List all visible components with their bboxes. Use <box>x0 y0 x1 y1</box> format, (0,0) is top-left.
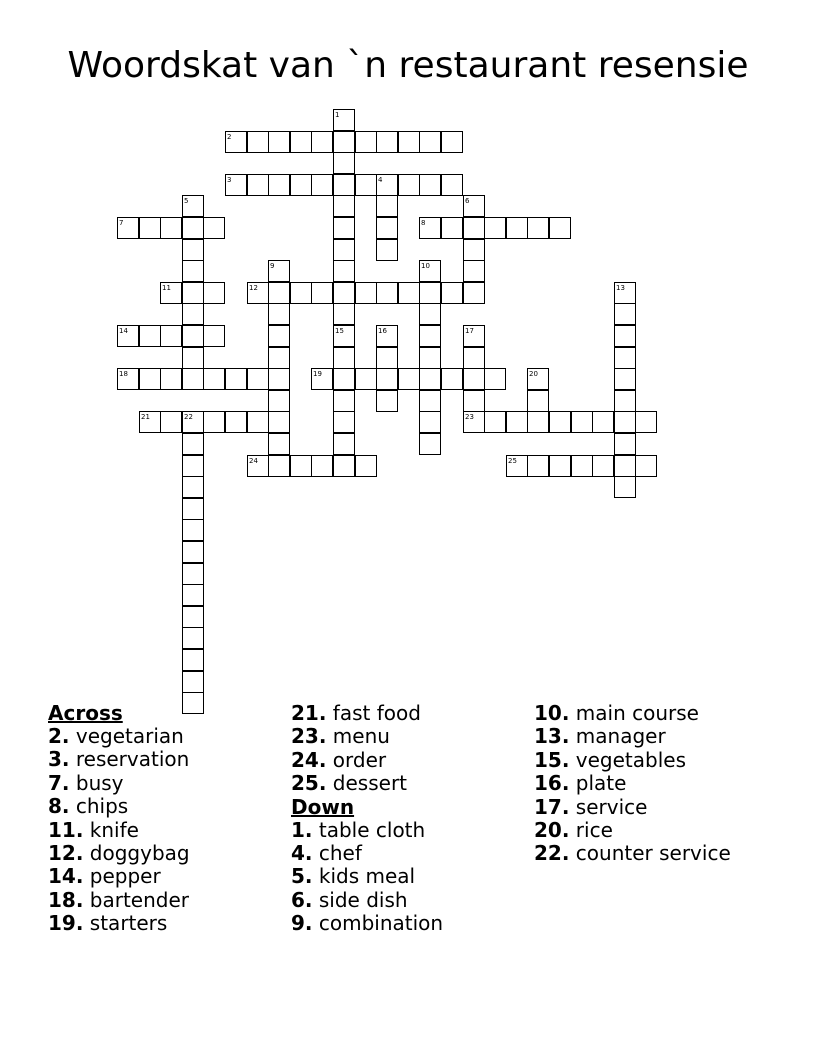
grid-cell[interactable] <box>549 455 571 477</box>
clue-item-number: 19. <box>48 911 84 936</box>
clue-number: 15 <box>335 327 344 335</box>
grid-cell[interactable] <box>203 325 225 347</box>
clue-item-text: side dish <box>312 887 408 912</box>
clue-item <box>48 819 308 842</box>
across-heading: Across <box>48 701 123 725</box>
grid-cell[interactable] <box>290 131 312 153</box>
clue-item <box>534 772 794 795</box>
clue-item <box>48 795 308 818</box>
clue-item <box>48 842 308 865</box>
grid-cell[interactable] <box>333 239 355 261</box>
clues-column-3 <box>534 702 794 866</box>
grid-cell[interactable] <box>139 368 161 390</box>
down-clue-list <box>291 819 551 936</box>
grid-cell[interactable] <box>376 131 398 153</box>
grid-cell[interactable] <box>333 174 355 196</box>
clue-item-number: 20. <box>534 818 570 843</box>
grid-cell[interactable] <box>182 671 204 693</box>
clue-item <box>534 819 794 842</box>
grid-cell[interactable] <box>419 368 441 390</box>
clue-item-text: order <box>326 747 387 772</box>
grid-cell[interactable] <box>333 109 355 131</box>
grid-cell[interactable] <box>527 368 549 390</box>
grid-cell[interactable] <box>376 217 398 239</box>
grid-cell[interactable] <box>527 411 549 433</box>
clue-item-text: table cloth <box>312 817 426 842</box>
grid-cell[interactable] <box>441 217 463 239</box>
grid-cell[interactable] <box>376 195 398 217</box>
grid-cell[interactable] <box>527 217 549 239</box>
clue-item-number: 18. <box>48 887 84 912</box>
grid-cell[interactable] <box>160 217 182 239</box>
grid-cell[interactable] <box>182 649 204 671</box>
grid-cell[interactable] <box>268 411 290 433</box>
clue-item <box>291 842 551 865</box>
grid-cell[interactable] <box>290 174 312 196</box>
grid-cell[interactable] <box>463 368 485 390</box>
grid-cell[interactable] <box>117 368 139 390</box>
grid-cell[interactable] <box>506 411 528 433</box>
clue-item-text: chef <box>312 841 362 866</box>
clue-item <box>534 749 794 772</box>
grid-cell[interactable] <box>225 368 247 390</box>
clue-item <box>534 702 794 725</box>
clue-item <box>48 865 308 888</box>
clue-item <box>534 842 794 865</box>
clue-item-text: manager <box>569 724 666 749</box>
grid-cell[interactable] <box>419 303 441 325</box>
grid-cell[interactable] <box>506 455 528 477</box>
clue-item-text: service <box>569 794 648 819</box>
clue-item-number: 7. <box>48 770 70 795</box>
grid-cell[interactable] <box>376 174 398 196</box>
clue-item-number: 10. <box>534 701 570 725</box>
grid-cell[interactable] <box>441 368 463 390</box>
grid-cell[interactable] <box>419 131 441 153</box>
grid-cell[interactable] <box>182 455 204 477</box>
clue-item-text: rice <box>569 818 613 843</box>
grid-cell[interactable] <box>463 282 485 304</box>
grid-cell[interactable] <box>160 325 182 347</box>
clue-item <box>291 772 551 795</box>
clue-number: 9 <box>270 262 275 270</box>
clue-item-text: dessert <box>326 771 408 796</box>
clue-item-text: kids meal <box>312 864 416 889</box>
grid-cell[interactable] <box>463 239 485 261</box>
clue-item-text: vegetarian <box>69 724 184 748</box>
clue-item-text: starters <box>83 911 168 936</box>
clue-item-text: chips <box>69 794 129 819</box>
grid-cell[interactable] <box>484 217 506 239</box>
clue-item-number: 16. <box>534 771 570 796</box>
grid-cell[interactable] <box>311 282 333 304</box>
clue-item-text: plate <box>569 771 627 796</box>
across-clue-list-continued <box>291 702 551 796</box>
clue-number: 12 <box>249 284 258 292</box>
grid-cell[interactable] <box>203 282 225 304</box>
grid-cell[interactable] <box>614 282 636 304</box>
clue-item-number: 23. <box>291 724 327 749</box>
clue-item-text: vegetables <box>569 747 687 772</box>
grid-cell[interactable] <box>463 217 485 239</box>
down-clue-list-continued <box>534 702 794 866</box>
down-heading: Down <box>291 794 355 819</box>
grid-cell[interactable] <box>247 368 269 390</box>
grid-cell[interactable] <box>484 368 506 390</box>
grid-cell[interactable] <box>182 239 204 261</box>
grid-cell[interactable] <box>139 217 161 239</box>
grid-cell[interactable] <box>333 390 355 412</box>
across-clue-list <box>48 725 308 936</box>
grid-cell[interactable] <box>614 433 636 455</box>
clue-number: 17 <box>465 327 474 335</box>
grid-cell[interactable] <box>182 498 204 520</box>
grid-cell[interactable] <box>398 282 420 304</box>
grid-cell[interactable] <box>160 282 182 304</box>
clue-number: 4 <box>378 176 383 184</box>
grid-cell[interactable] <box>268 325 290 347</box>
grid-cell[interactable] <box>182 282 204 304</box>
grid-cell[interactable] <box>463 325 485 347</box>
grid-cell[interactable] <box>398 368 420 390</box>
grid-cell[interactable] <box>355 282 377 304</box>
grid-cell[interactable] <box>441 174 463 196</box>
grid-cell[interactable] <box>419 174 441 196</box>
grid-cell[interactable] <box>311 174 333 196</box>
clue-item <box>48 912 308 935</box>
clue-item-number: 1. <box>291 817 313 842</box>
clue-item-text: bartender <box>83 887 190 912</box>
clue-item-text: reservation <box>69 747 190 772</box>
grid-cell[interactable] <box>635 455 657 477</box>
grid-cell[interactable] <box>398 131 420 153</box>
grid-cell[interactable] <box>376 390 398 412</box>
clue-number: 25 <box>508 457 517 465</box>
grid-cell[interactable] <box>419 433 441 455</box>
grid-cell[interactable] <box>614 303 636 325</box>
clue-item-number: 4. <box>291 841 313 866</box>
grid-cell[interactable] <box>225 174 247 196</box>
grid-cell[interactable] <box>506 217 528 239</box>
grid-cell[interactable] <box>139 325 161 347</box>
clue-number: 19 <box>313 370 322 378</box>
clue-item-number: 5. <box>291 864 313 889</box>
clue-item-text: counter service <box>569 841 731 866</box>
grid-cell[interactable] <box>549 411 571 433</box>
grid-cell[interactable] <box>182 347 204 369</box>
grid-cell[interactable] <box>182 433 204 455</box>
grid-cell[interactable] <box>203 411 225 433</box>
grid-cell[interactable] <box>463 390 485 412</box>
grid-cell[interactable] <box>182 411 204 433</box>
grid-cell[interactable] <box>419 325 441 347</box>
clue-number: 6 <box>465 197 470 205</box>
clue-item-text: fast food <box>326 701 421 725</box>
grid-cell[interactable] <box>614 390 636 412</box>
clue-item <box>48 889 308 912</box>
clue-item-text: main course <box>569 701 699 725</box>
clue-item-number: 6. <box>291 887 313 912</box>
grid-cell[interactable] <box>376 239 398 261</box>
clue-item <box>534 725 794 748</box>
grid-cell[interactable] <box>333 303 355 325</box>
clue-item-number: 8. <box>48 794 70 819</box>
clue-item-number: 14. <box>48 864 84 889</box>
grid-cell[interactable] <box>182 195 204 217</box>
clue-number: 24 <box>249 457 258 465</box>
grid-cell[interactable] <box>463 347 485 369</box>
clue-item-text: pepper <box>83 864 161 889</box>
clue-item <box>291 702 551 725</box>
grid-cell[interactable] <box>117 217 139 239</box>
grid-cell[interactable] <box>419 390 441 412</box>
grid-cell[interactable] <box>441 131 463 153</box>
grid-cell[interactable] <box>419 260 441 282</box>
grid-cell[interactable] <box>614 455 636 477</box>
grid-cell[interactable] <box>592 455 614 477</box>
clue-item <box>291 725 551 748</box>
grid-cell[interactable] <box>182 584 204 606</box>
grid-cell[interactable] <box>419 347 441 369</box>
grid-cell[interactable] <box>182 325 204 347</box>
clue-item-text: busy <box>69 770 124 795</box>
clue-item-number: 11. <box>48 817 84 842</box>
clue-item-number: 3. <box>48 747 70 772</box>
clue-item <box>291 749 551 772</box>
clue-number: 2 <box>227 133 232 141</box>
clue-item <box>48 772 308 795</box>
grid-cell[interactable] <box>311 455 333 477</box>
clue-number: 22 <box>184 413 193 421</box>
clue-number: 18 <box>119 370 128 378</box>
clue-number: 10 <box>421 262 430 270</box>
grid-cell[interactable] <box>139 411 161 433</box>
grid-cell[interactable] <box>333 195 355 217</box>
clue-item-number: 12. <box>48 841 84 866</box>
clue-item <box>48 748 308 771</box>
grid-cell[interactable] <box>355 455 377 477</box>
clue-item <box>534 796 794 819</box>
grid-cell[interactable] <box>333 260 355 282</box>
grid-cell[interactable] <box>376 325 398 347</box>
clue-number: 3 <box>227 176 232 184</box>
grid-cell[interactable] <box>160 368 182 390</box>
clue-number: 16 <box>378 327 387 335</box>
clue-item-number: 17. <box>534 794 570 819</box>
grid-cell[interactable] <box>419 217 441 239</box>
grid-cell[interactable] <box>182 606 204 628</box>
grid-cell[interactable] <box>527 390 549 412</box>
grid-cell[interactable] <box>225 131 247 153</box>
grid-cell[interactable] <box>527 455 549 477</box>
clues-column-2 <box>291 702 551 936</box>
grid-cell[interactable] <box>290 455 312 477</box>
grid-cell[interactable] <box>333 131 355 153</box>
grid-cell[interactable] <box>355 131 377 153</box>
grid-cell[interactable] <box>311 131 333 153</box>
grid-cell[interactable] <box>182 368 204 390</box>
grid-cell[interactable] <box>614 325 636 347</box>
grid-cell[interactable] <box>268 347 290 369</box>
grid-cell[interactable] <box>182 260 204 282</box>
grid-cell[interactable] <box>333 325 355 347</box>
clues-column-1 <box>48 702 308 936</box>
grid-cell[interactable] <box>333 217 355 239</box>
grid-cell[interactable] <box>376 347 398 369</box>
clue-number: 8 <box>421 219 426 227</box>
grid-cell[interactable] <box>549 217 571 239</box>
grid-cell[interactable] <box>614 347 636 369</box>
grid-cell[interactable] <box>635 411 657 433</box>
puzzle-title: Woordskat van `n restaurant resensie <box>67 45 749 86</box>
grid-cell[interactable] <box>592 411 614 433</box>
clue-item-text: menu <box>326 724 390 749</box>
clue-item-text: doggybag <box>83 841 190 866</box>
grid-cell[interactable] <box>398 174 420 196</box>
grid-cell[interactable] <box>333 347 355 369</box>
clue-number: 5 <box>184 197 189 205</box>
grid-cell[interactable] <box>463 260 485 282</box>
grid-cell[interactable] <box>203 217 225 239</box>
grid-cell[interactable] <box>463 411 485 433</box>
grid-cell[interactable] <box>268 174 290 196</box>
grid-cell[interactable] <box>160 411 182 433</box>
grid-cell[interactable] <box>614 476 636 498</box>
clue-item <box>291 865 551 888</box>
grid-cell[interactable] <box>333 152 355 174</box>
grid-cell[interactable] <box>614 368 636 390</box>
clue-item-number: 13. <box>534 724 570 749</box>
grid-cell[interactable] <box>355 368 377 390</box>
clue-number: 23 <box>465 413 474 421</box>
clue-item <box>48 725 308 748</box>
grid-cell[interactable] <box>182 541 204 563</box>
grid-cell[interactable] <box>182 217 204 239</box>
grid-cell[interactable] <box>268 455 290 477</box>
grid-cell[interactable] <box>268 368 290 390</box>
clue-item <box>291 912 551 935</box>
clue-item-number: 24. <box>291 747 327 772</box>
grid-cell[interactable] <box>268 390 290 412</box>
grid-cell[interactable] <box>463 195 485 217</box>
clue-item-text: knife <box>83 817 139 842</box>
grid-cell[interactable] <box>182 563 204 585</box>
clue-number: 13 <box>616 284 625 292</box>
grid-cell[interactable] <box>419 411 441 433</box>
grid-cell[interactable] <box>182 303 204 325</box>
clue-number: 21 <box>141 413 150 421</box>
clue-number: 1 <box>335 111 340 119</box>
clue-item-number: 9. <box>291 911 313 936</box>
grid-cell[interactable] <box>419 282 441 304</box>
grid-cell[interactable] <box>182 519 204 541</box>
grid-cell[interactable] <box>268 433 290 455</box>
clue-item-number: 21. <box>291 701 327 725</box>
grid-cell[interactable] <box>333 368 355 390</box>
grid-cell[interactable] <box>571 411 593 433</box>
grid-cell[interactable] <box>614 411 636 433</box>
clue-item-number: 25. <box>291 771 327 796</box>
grid-cell[interactable] <box>376 368 398 390</box>
grid-cell[interactable] <box>355 174 377 196</box>
grid-cell[interactable] <box>247 411 269 433</box>
grid-cell[interactable] <box>117 325 139 347</box>
clue-number: 7 <box>119 219 124 227</box>
clue-item-number: 2. <box>48 724 70 748</box>
grid-cell[interactable] <box>441 282 463 304</box>
grid-cell[interactable] <box>376 282 398 304</box>
grid-cell[interactable] <box>247 282 269 304</box>
clue-item-number: 22. <box>534 841 570 866</box>
grid-cell[interactable] <box>484 411 506 433</box>
grid-cell[interactable] <box>268 260 290 282</box>
grid-cell[interactable] <box>247 455 269 477</box>
grid-cell[interactable] <box>225 411 247 433</box>
grid-cell[interactable] <box>333 433 355 455</box>
grid-cell[interactable] <box>203 368 225 390</box>
grid-cell[interactable] <box>182 476 204 498</box>
clue-item-text: combination <box>312 911 444 936</box>
grid-cell[interactable] <box>571 455 593 477</box>
grid-cell[interactable] <box>333 455 355 477</box>
grid-cell[interactable] <box>247 174 269 196</box>
clue-item <box>291 889 551 912</box>
grid-cell[interactable] <box>333 411 355 433</box>
grid-cell[interactable] <box>268 131 290 153</box>
grid-cell[interactable] <box>268 282 290 304</box>
grid-cell[interactable] <box>333 282 355 304</box>
clue-number: 11 <box>162 284 171 292</box>
grid-cell[interactable] <box>290 282 312 304</box>
grid-cell[interactable] <box>311 368 333 390</box>
grid-cell[interactable] <box>268 303 290 325</box>
clue-item-number: 15. <box>534 747 570 772</box>
clue-item <box>291 819 551 842</box>
clue-number: 20 <box>529 370 538 378</box>
grid-cell[interactable] <box>247 131 269 153</box>
grid-cell[interactable] <box>182 627 204 649</box>
clue-number: 14 <box>119 327 128 335</box>
